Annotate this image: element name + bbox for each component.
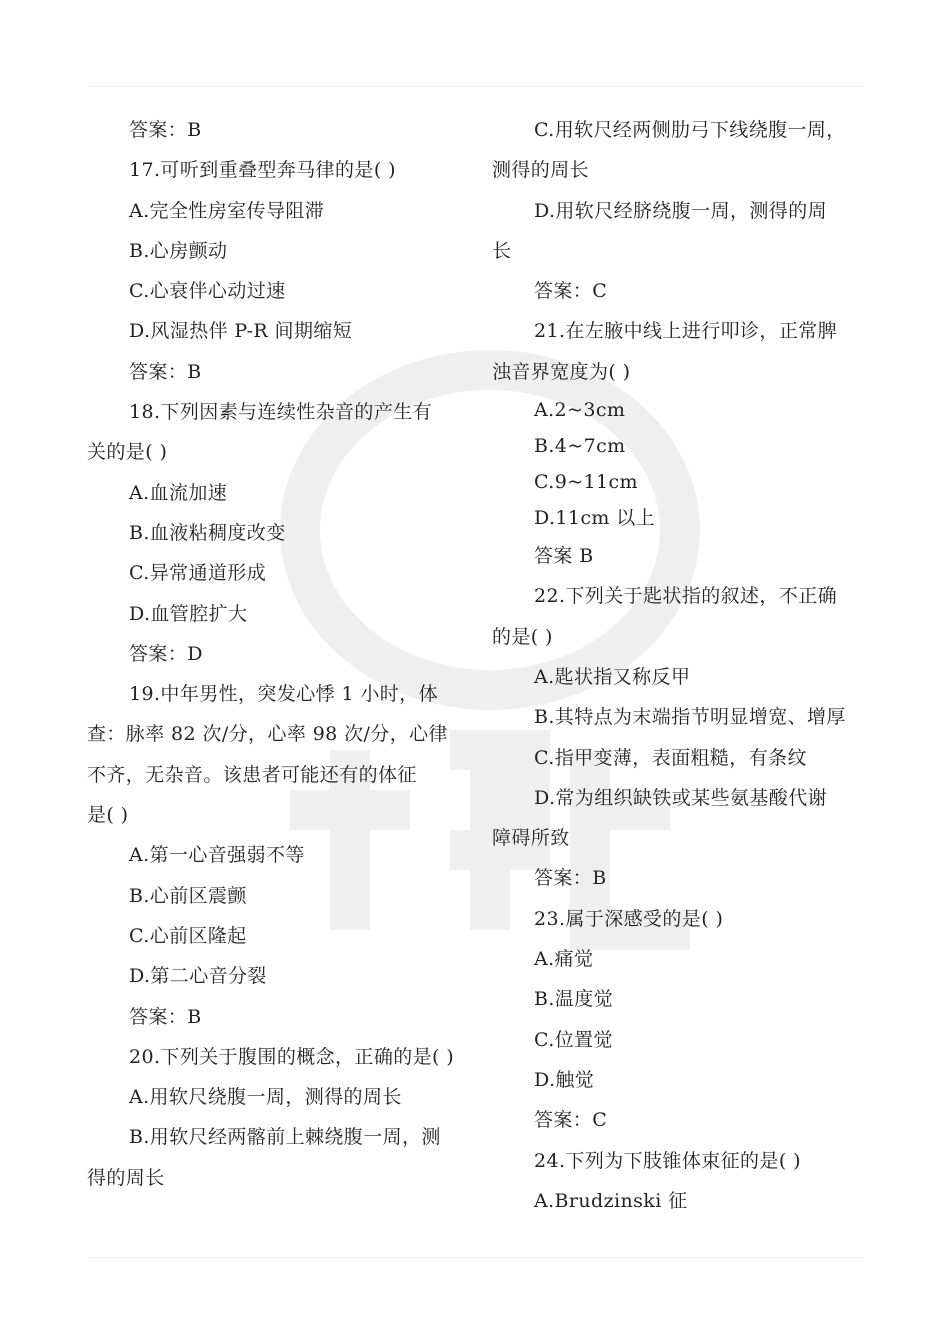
text-line: C.心前区隆起 <box>129 924 247 947</box>
text-line: 17.可听到重叠型奔马律的是( ) <box>129 159 396 182</box>
text-line: 20.下列关于腹围的概念，正确的是( ) <box>129 1045 455 1068</box>
text-line: 得的周长 <box>87 1166 165 1189</box>
text-line: 答案：C <box>534 280 608 303</box>
text-line: 不齐，无杂音。该患者可能还有的体征 <box>87 763 417 786</box>
footer-divider <box>88 1257 863 1258</box>
right-column <box>492 110 872 1221</box>
text-line: B.其特点为末端指节明显增宽、增厚 <box>534 706 846 729</box>
text-line: B.心前区震颤 <box>129 884 247 907</box>
text-line: 21.在左腋中线上进行叩诊，正常脾 <box>534 320 838 343</box>
text-line: D.第二心音分裂 <box>129 965 267 988</box>
text-line: 答案：D <box>129 642 203 665</box>
text-line: 答案：B <box>534 867 607 890</box>
text-line: 查：脉率 82 次/分，心率 98 次/分，心律 <box>87 723 448 746</box>
text-line: 答案：C <box>534 1109 608 1132</box>
text-line: 关的是( ) <box>87 441 168 464</box>
text-line: 答案：B <box>129 360 202 383</box>
text-line: 22.下列关于匙状指的叙述，不正确 <box>534 585 838 608</box>
text-line: 浊音界宽度为( ) <box>492 360 631 383</box>
text-line: B.用软尺经两髂前上棘绕腹一周，测 <box>129 1126 441 1149</box>
text-line: D.血管腔扩大 <box>129 602 248 625</box>
text-line: D.常为组织缺铁或某些氨基酸代谢 <box>534 786 827 809</box>
text-line: 23.属于深感受的是( ) <box>534 907 724 930</box>
text-line: D.用软尺经脐绕腹一周，测得的周 <box>534 199 827 222</box>
text-line: B.血液粘稠度改变 <box>129 521 286 544</box>
text-line: A.Brudzinski 征 <box>534 1189 688 1212</box>
text-line: C.指甲变薄，表面粗糙，有条纹 <box>534 746 807 769</box>
text-line: B.温度觉 <box>534 988 614 1011</box>
text-line: A.血流加速 <box>129 481 228 504</box>
text-line: C.心衰伴心动过速 <box>129 280 286 303</box>
text-line: D.触觉 <box>534 1068 595 1091</box>
text-line: 答案 B <box>534 545 594 568</box>
text-line: 24.下列为下肢锥体束征的是( ) <box>534 1149 801 1172</box>
text-line: A.用软尺绕腹一周，测得的周长 <box>129 1086 402 1109</box>
text-line: D.11cm 以上 <box>534 507 656 530</box>
text-line: 障碍所致 <box>492 827 570 850</box>
header-divider <box>88 86 863 87</box>
text-line: 的是( ) <box>492 625 553 648</box>
text-line: 答案：B <box>129 119 202 141</box>
text-line: A.第一心音强弱不等 <box>129 844 305 867</box>
text-line: D.风湿热伴 P-R 间期缩短 <box>129 320 353 343</box>
text-line: 18.下列因素与连续性杂音的产生有 <box>129 401 433 424</box>
text-line: C.异常通道形成 <box>129 562 267 585</box>
text-line: A.痛觉 <box>534 948 594 971</box>
text-line: 19.中年男性，突发心悸 1 小时，体 <box>129 683 438 706</box>
text-line: C.9~11cm <box>534 471 638 494</box>
text-line: A.2~3cm <box>534 399 626 422</box>
text-line: 答案：B <box>129 1005 202 1028</box>
left-column <box>87 110 467 1198</box>
text-line: C.位置觉 <box>534 1028 613 1051</box>
text-line: 是( ) <box>87 804 129 827</box>
text-line: 测得的周长 <box>492 159 590 182</box>
text-line: 长 <box>492 239 512 262</box>
text-line: A.完全性房室传导阻滞 <box>129 199 325 222</box>
text-line: C.用软尺经两侧肋弓下线绕腹一周， <box>534 119 846 141</box>
text-line: B.4~7cm <box>534 435 626 458</box>
text-line: B.心房颤动 <box>129 239 228 262</box>
text-line: A.匙状指又称反甲 <box>534 665 691 688</box>
